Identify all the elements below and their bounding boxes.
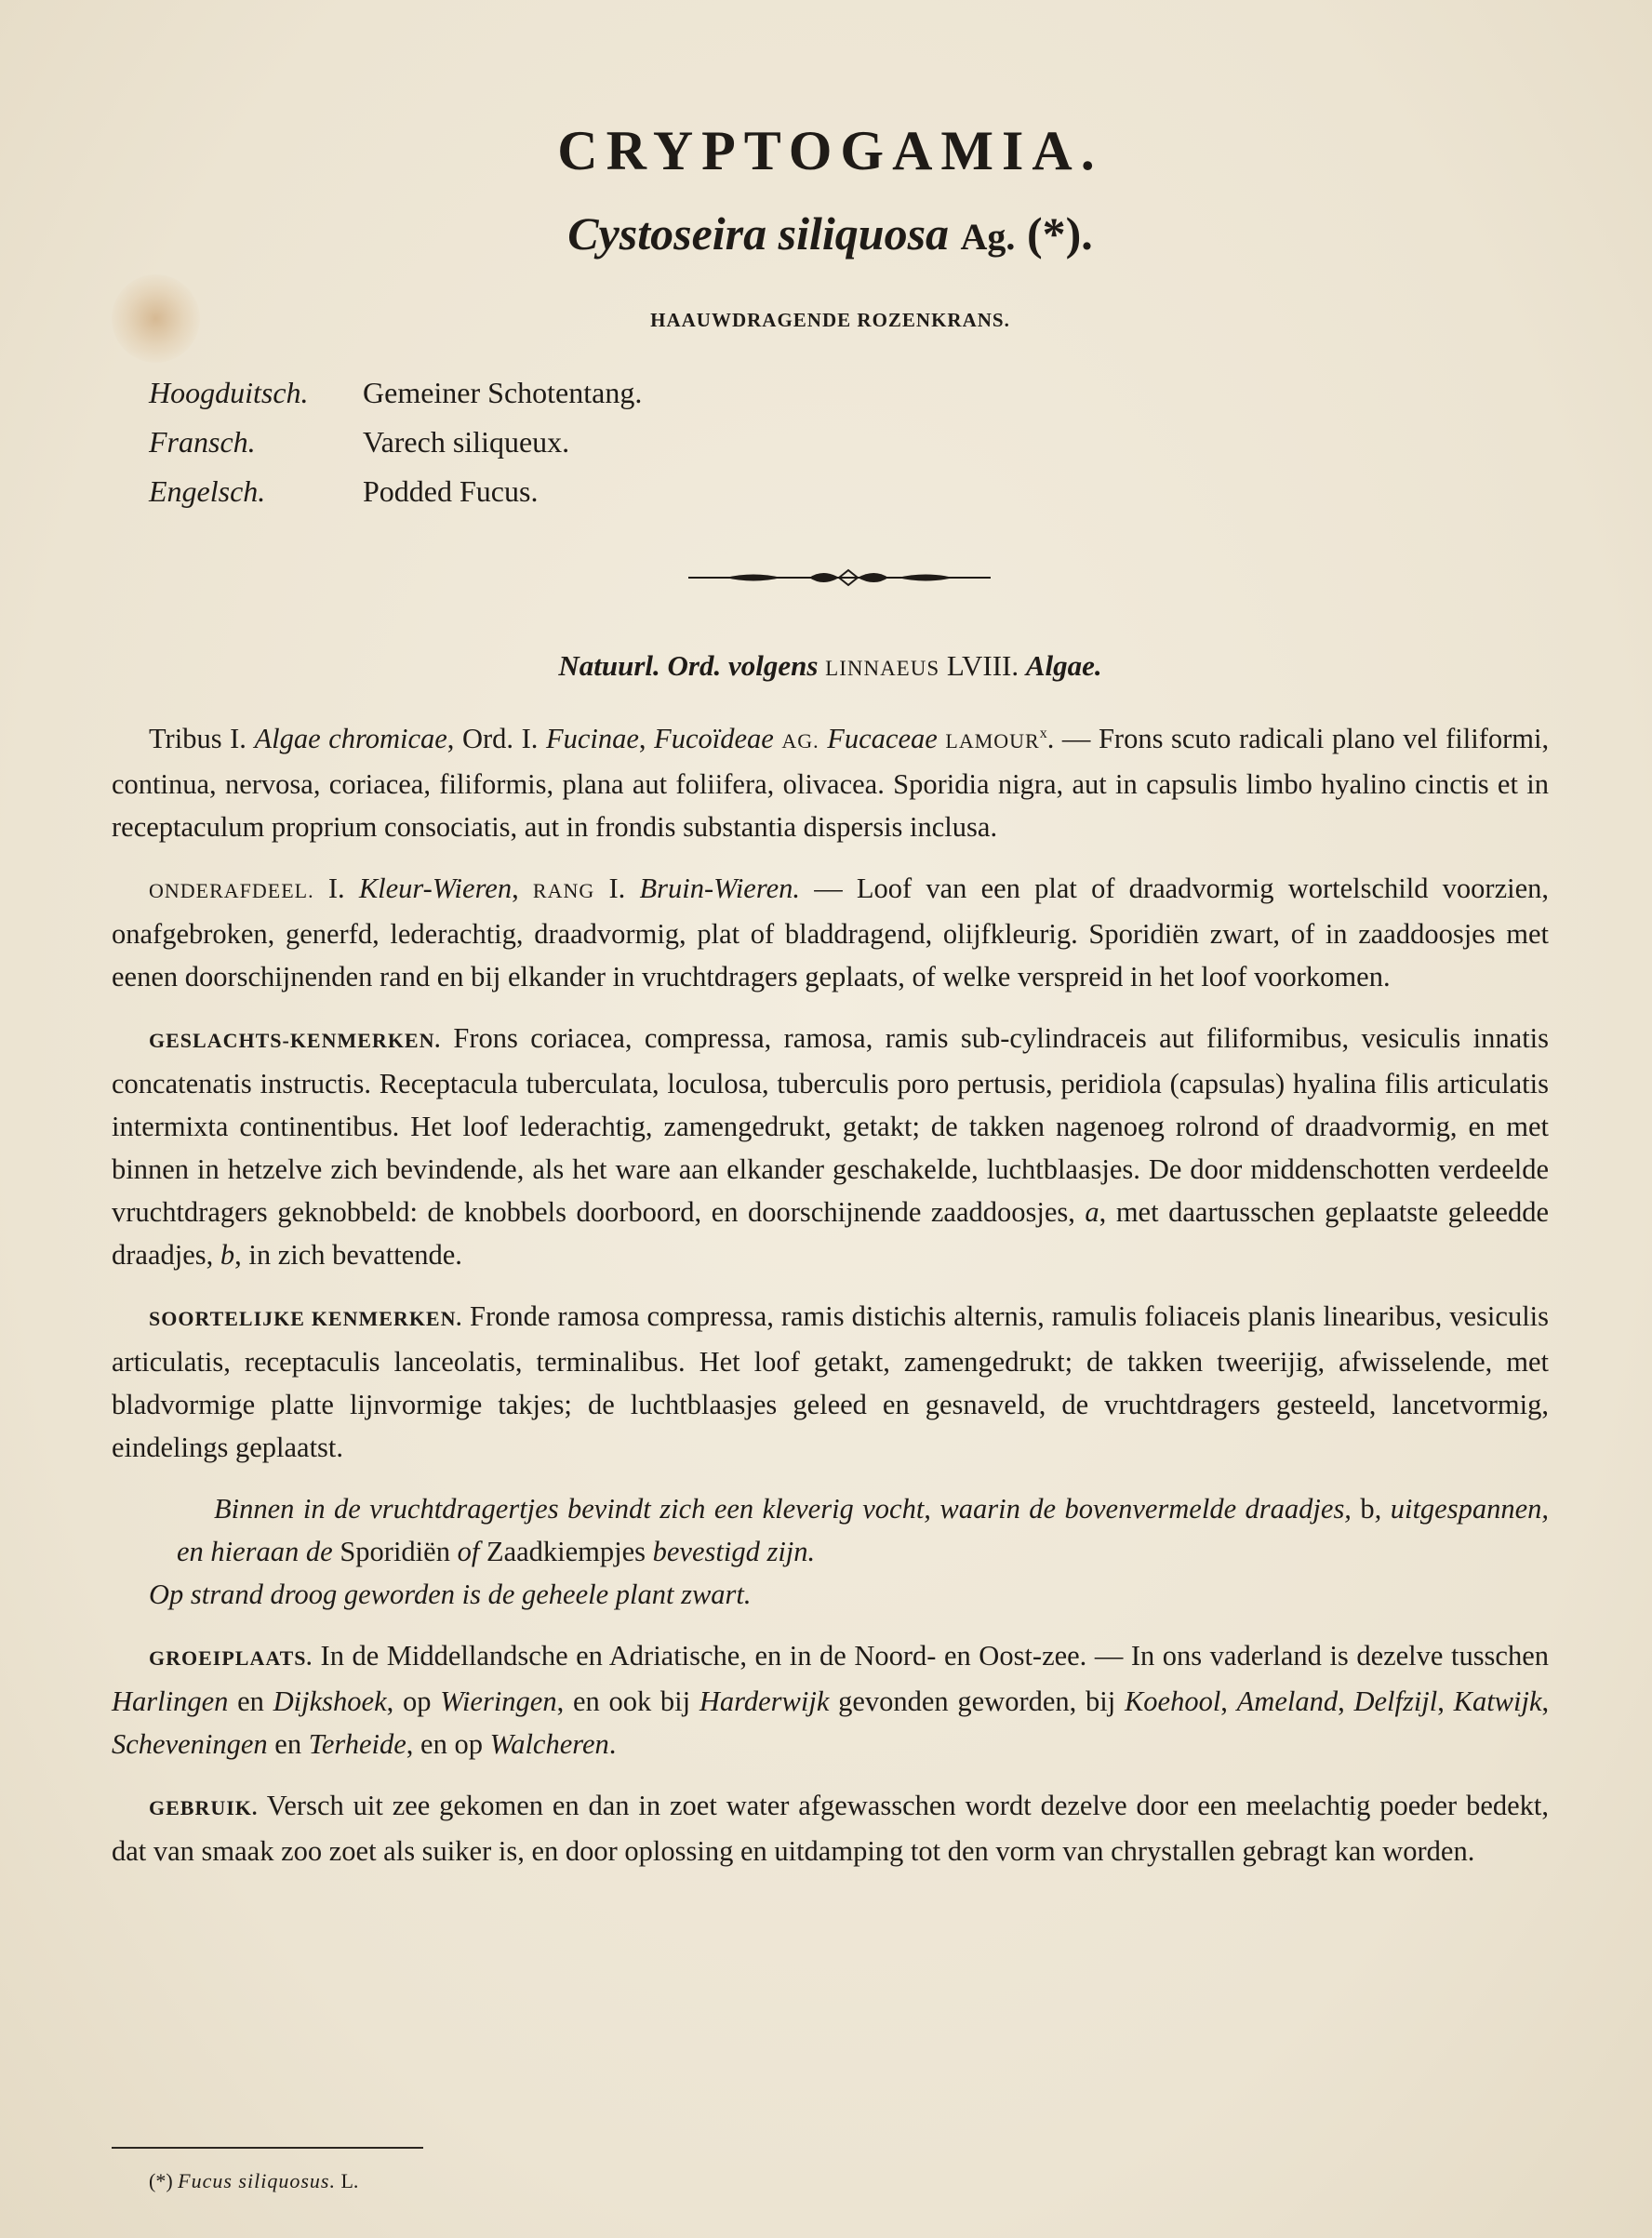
author-abbrev: LAMOUR — [945, 729, 1040, 753]
place-name: Delfzijl — [1353, 1685, 1438, 1718]
group-name: Kleur-Wieren — [358, 873, 513, 905]
ordo-label: , Ord. I. — [446, 723, 539, 755]
common-names-list — [149, 361, 642, 509]
rank-label: RANG — [532, 879, 595, 903]
geslachts-paragraph — [112, 1017, 1549, 1276]
order-prefix: Natuurl. Ord. volgens — [558, 649, 819, 682]
soortelijke-paragraph — [112, 1295, 1549, 1469]
note-text: bevestigd zijn. — [652, 1536, 816, 1568]
groeiplaats-text: en — [237, 1685, 264, 1718]
figure-letter: b — [220, 1239, 235, 1272]
place-name: Harderwijk — [699, 1685, 830, 1718]
ornament-divider — [688, 566, 991, 590]
numeral: I. — [327, 873, 345, 905]
onderafdeel-text: — Loof van een plat of draadvormig wortelschild voorzien, onafgebroken, generfd, lederachtig, draadvormig, plat of bladdragend, olijfkleurig. Sporidiën zwart, of in zaaddoosjes met eenen doorschijnenden rand en bij elkander in vruchtdragers geplaats, of welke verspreid in het loof voorkomen. — [112, 873, 1550, 993]
groeiplaats-paragraph — [112, 1634, 1549, 1765]
italic-note-second: Op strand droog geworden is de geheele plant zwart. — [149, 1579, 752, 1611]
footnote-mark: (*) — [149, 2169, 173, 2192]
order-number: LVIII. — [946, 649, 1019, 682]
group-name: Bruin-Wieren. — [639, 873, 800, 905]
groeiplaats-text: , en op — [406, 1728, 483, 1761]
groeiplaats-text: , en ook bij — [556, 1685, 691, 1718]
common-name-row — [149, 410, 642, 460]
natural-order-line — [112, 649, 1549, 683]
ordo-name: Fucinae — [545, 723, 639, 755]
note-term: Zaadkiempjes — [486, 1536, 646, 1568]
footnote-author: L. — [340, 2169, 359, 2192]
groeiplaats-text: , op — [386, 1685, 432, 1718]
onderafdeel-paragraph — [112, 867, 1549, 998]
groeiplaats-text: In de Middellandsche en Adriatische, en in de Noord- en Oost-zee. — In ons vaderland is dezelve tusschen — [320, 1640, 1550, 1672]
author-superscript: x — [1039, 726, 1047, 741]
groeiplaats-text: gevonden geworden, bij — [838, 1685, 1116, 1718]
language-label: Hoogduitsch. — [149, 376, 309, 409]
species-heading — [112, 206, 1549, 260]
note-term: Sporidiën — [340, 1536, 450, 1568]
linnaeus-name: LINNAEUS — [825, 657, 940, 680]
section-heading: GEBRUIK. — [149, 1796, 259, 1820]
gebruik-text: Versch uit zee gekomen en dan in zoet water afgewasschen wordt dezelve door een meelachtig poeder bedekt, dat van smaak zoo zoet als suiker is, en door oplossing en uitdamping tot den vorm van chrystallen gebragt kan worden. — [112, 1790, 1549, 1868]
place-name: Scheveningen — [112, 1728, 268, 1761]
numeral: I. — [608, 873, 626, 905]
italic-note-paragraph — [112, 1487, 1549, 1573]
note-text: Binnen in de vruchtdragertjes bevindt zich een kleverig vocht, waarin de bovenvermelde draadjes, — [214, 1493, 1361, 1525]
place-name: Terheide — [308, 1728, 406, 1761]
footnote-text: Fucus siliquosus. — [178, 2169, 336, 2192]
species-author: Ag. — [960, 216, 1016, 258]
place-name: Wieringen — [440, 1685, 557, 1718]
footnote — [149, 2169, 358, 2193]
tribus-label: Tribus I. — [149, 723, 246, 755]
soortelijke-text: Fronde ramosa compressa, ramis distichis alternis, ramulis foliaceis planis linearibus, vesiculis articulatis, receptaculis lanceolatis, terminalibus. Het loof getakt, zamengedrukt; de takken tweerijig, afwisselende, met bladvormige platte lijnvormige takjes; de luchtblaasjes geleed en gesnaveld, de vruchtdragers gesteeld, lancetvormig, eindelings geplaatst. — [112, 1300, 1550, 1464]
place-name: Walcheren — [489, 1728, 609, 1761]
gebruik-paragraph — [112, 1784, 1549, 1872]
description-body — [112, 713, 1549, 1891]
family-name: Fucoïdeae — [654, 723, 774, 755]
separator: , — [512, 873, 519, 905]
separator: . — [608, 1728, 617, 1761]
tribus-name: Algae chromicae — [254, 723, 447, 755]
figure-letter: a — [1085, 1196, 1099, 1229]
species-note-mark: (*). — [1026, 207, 1093, 260]
common-name: Gemeiner Schotentang. — [363, 376, 643, 409]
language-label: Engelsch. — [149, 474, 266, 508]
footnote-rule — [112, 2147, 423, 2149]
place-name: Katwijk — [1453, 1685, 1542, 1718]
separator: , — [638, 723, 646, 755]
place-name: Ameland — [1236, 1685, 1339, 1718]
language-label: Fransch. — [149, 425, 256, 459]
figure-letter: b — [1360, 1493, 1375, 1525]
section-heading: SOORTELIJKE KENMERKEN. — [149, 1307, 462, 1331]
section-heading: GROEIPLAATS. — [149, 1646, 313, 1671]
geslachts-text: Frons coriacea, compressa, ramosa, ramis sub-cylindraceis aut filiformibus, vesiculis innatis concatenatis instructis. Receptacula tuberculata, loculosa, tuberculis poro pertusis, peridiola (capsulas) hyalina filis articulatis intermixta continentibus. Het loof lederachtig, zamengedrukt, getakt; de takken nagenoeg rolrond of draadvormig, en met binnen in hetzelve zich bevindende, als het ware aan elkander geschakelde, luchtblaasjes. De door middenschotten verdeelde vruchtdragers geknobbeld: de knobbels doorboord, en doorschijnende zaaddoosjes, — [112, 1022, 1550, 1229]
page-title: CRYPTOGAMIA. — [557, 120, 1103, 181]
place-name: Koehool — [1124, 1685, 1221, 1718]
separator: , — [1541, 1685, 1550, 1718]
geslachts-text: , met daartusschen geplaatste geleedde draadjes, — [112, 1196, 1549, 1272]
section-heading: ONDERAFDEEL. — [149, 879, 314, 903]
separator: , — [1437, 1685, 1445, 1718]
groeiplaats-text: en — [274, 1728, 302, 1761]
separator: , — [1220, 1685, 1228, 1718]
geslachts-text: , in zich bevattende. — [234, 1239, 462, 1272]
common-name-row — [149, 361, 642, 410]
common-name: Varech siliqueux. — [363, 425, 570, 459]
family-name: Fucaceae — [827, 723, 938, 755]
note-text: of — [457, 1536, 480, 1568]
tribus-paragraph — [112, 713, 1549, 848]
note-text: , uitgespannen, en hieraan de — [177, 1493, 1549, 1568]
common-name-row — [149, 460, 642, 509]
place-name: Dijkshoek — [273, 1685, 387, 1718]
order-name: Algae. — [1025, 649, 1102, 682]
separator: , — [1338, 1685, 1345, 1718]
common-name: Podded Fucus. — [363, 474, 539, 508]
species-name: Cystoseira siliquosa — [567, 207, 950, 260]
tribus-text: . — Frons scuto radicali plano vel filiformi, continua, nervosa, coriacea, filiformis, plana aut foliifera, olivacea. Sporidia nigra, aut in capsulis limbo hyalino cinctis et in receptaculum proprium consociatis, aut in frondis substantia dispersis inclusa. — [112, 723, 1550, 844]
section-heading: GESLACHTS-KENMERKEN. — [149, 1029, 441, 1053]
place-name: Harlingen — [112, 1685, 229, 1718]
vernacular-name: HAAUWDRAGENDE ROZENKRANS. — [650, 309, 1010, 331]
author-abbrev: AG. — [781, 729, 819, 753]
